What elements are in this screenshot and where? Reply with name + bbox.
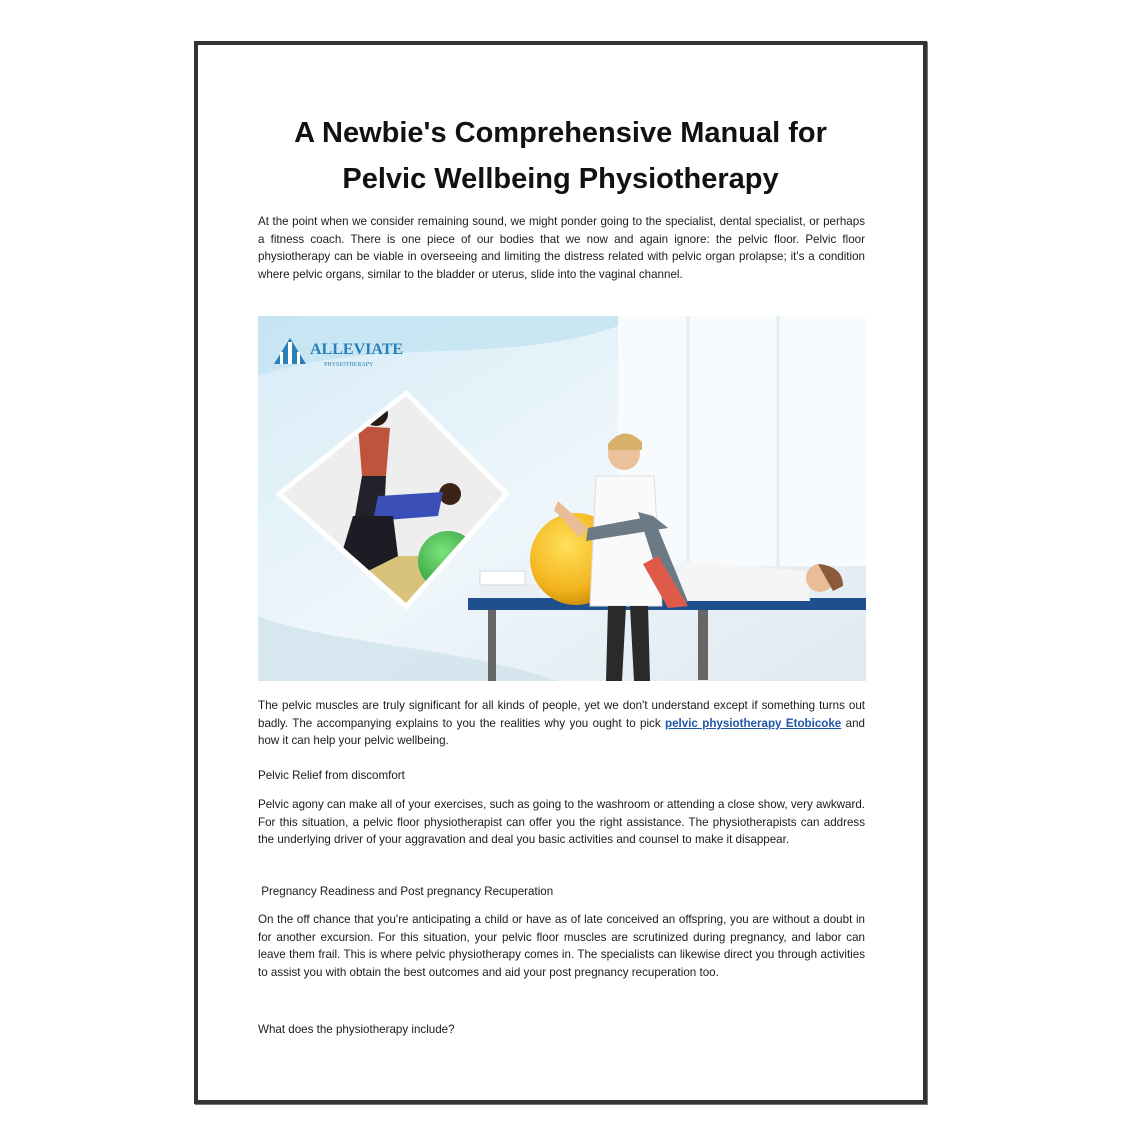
title-line-1: A Newbie's Comprehensive Manual for — [294, 117, 827, 149]
paragraph-2-text-b: and how it can help your pelvic wellbeing. — [258, 716, 865, 748]
paragraph-4: On the off chance that you're anticipating a child or have as of late conceived an offspring, you are without a doubt in for another excursion. For this situation, your pelvic floor muscles are scrutinized during pregnancy, and labor can leave them frail. This is where pelvic physiotherapy comes in. The specialists can likewise direct you through activities to assist you with obtain the best outcomes and aid your post pregnancy recuperation too. — [258, 913, 865, 979]
section-heading-physio-include: What does the physiotherapy include? — [258, 1023, 455, 1036]
page-title — [258, 110, 863, 202]
hero-image — [258, 316, 866, 681]
document-page — [194, 41, 927, 1104]
paragraph-2 — [258, 697, 865, 750]
etobicoke-physio-link[interactable]: pelvic physiotherapy Etobicoke — [665, 716, 842, 730]
title-line-2: Pelvic Wellbeing Physiotherapy — [342, 163, 779, 195]
paragraph-3: Pelvic agony can make all of your exercises, such as going to the washroom or attending a close show, very awkward. For this situation, a pelvic floor physiotherapist can offer you the right assistance. The physiotherapists can address the underlying driver of your aggravation and deal you basic activities and counsel to make it disappear. — [258, 798, 865, 847]
physiotherapy-illustration — [258, 316, 866, 681]
section-heading-pregnancy: Pregnancy Readiness and Post pregnancy Recuperation — [258, 885, 554, 898]
intro-paragraph: At the point when we consider remaining sound, we might ponder going to the specialist, dental specialist, or perhaps a fitness coach. There is one piece of our bodies that we now and again ignore: the pelvic floor. Pelvic floor physiotherapy can be viable in overseeing and limiting the distress related with pelvic organ prolapse; it's a condition where pelvic organs, similar to the bladder or uterus, slide into the vaginal channel. — [258, 215, 865, 281]
section-heading-pain-relief: Pelvic Relief from discomfort — [258, 769, 405, 782]
logo-name: ALLEVIATE — [310, 341, 404, 358]
paragraph-2-text-a: The pelvic muscles are truly significant for all kinds of people, yet we don't understand except if something turns out badly. The accompanying explains to you the realities why you ought to pick — [258, 699, 865, 730]
logo-tagline: PHYSIOTHERAPY — [324, 362, 374, 368]
